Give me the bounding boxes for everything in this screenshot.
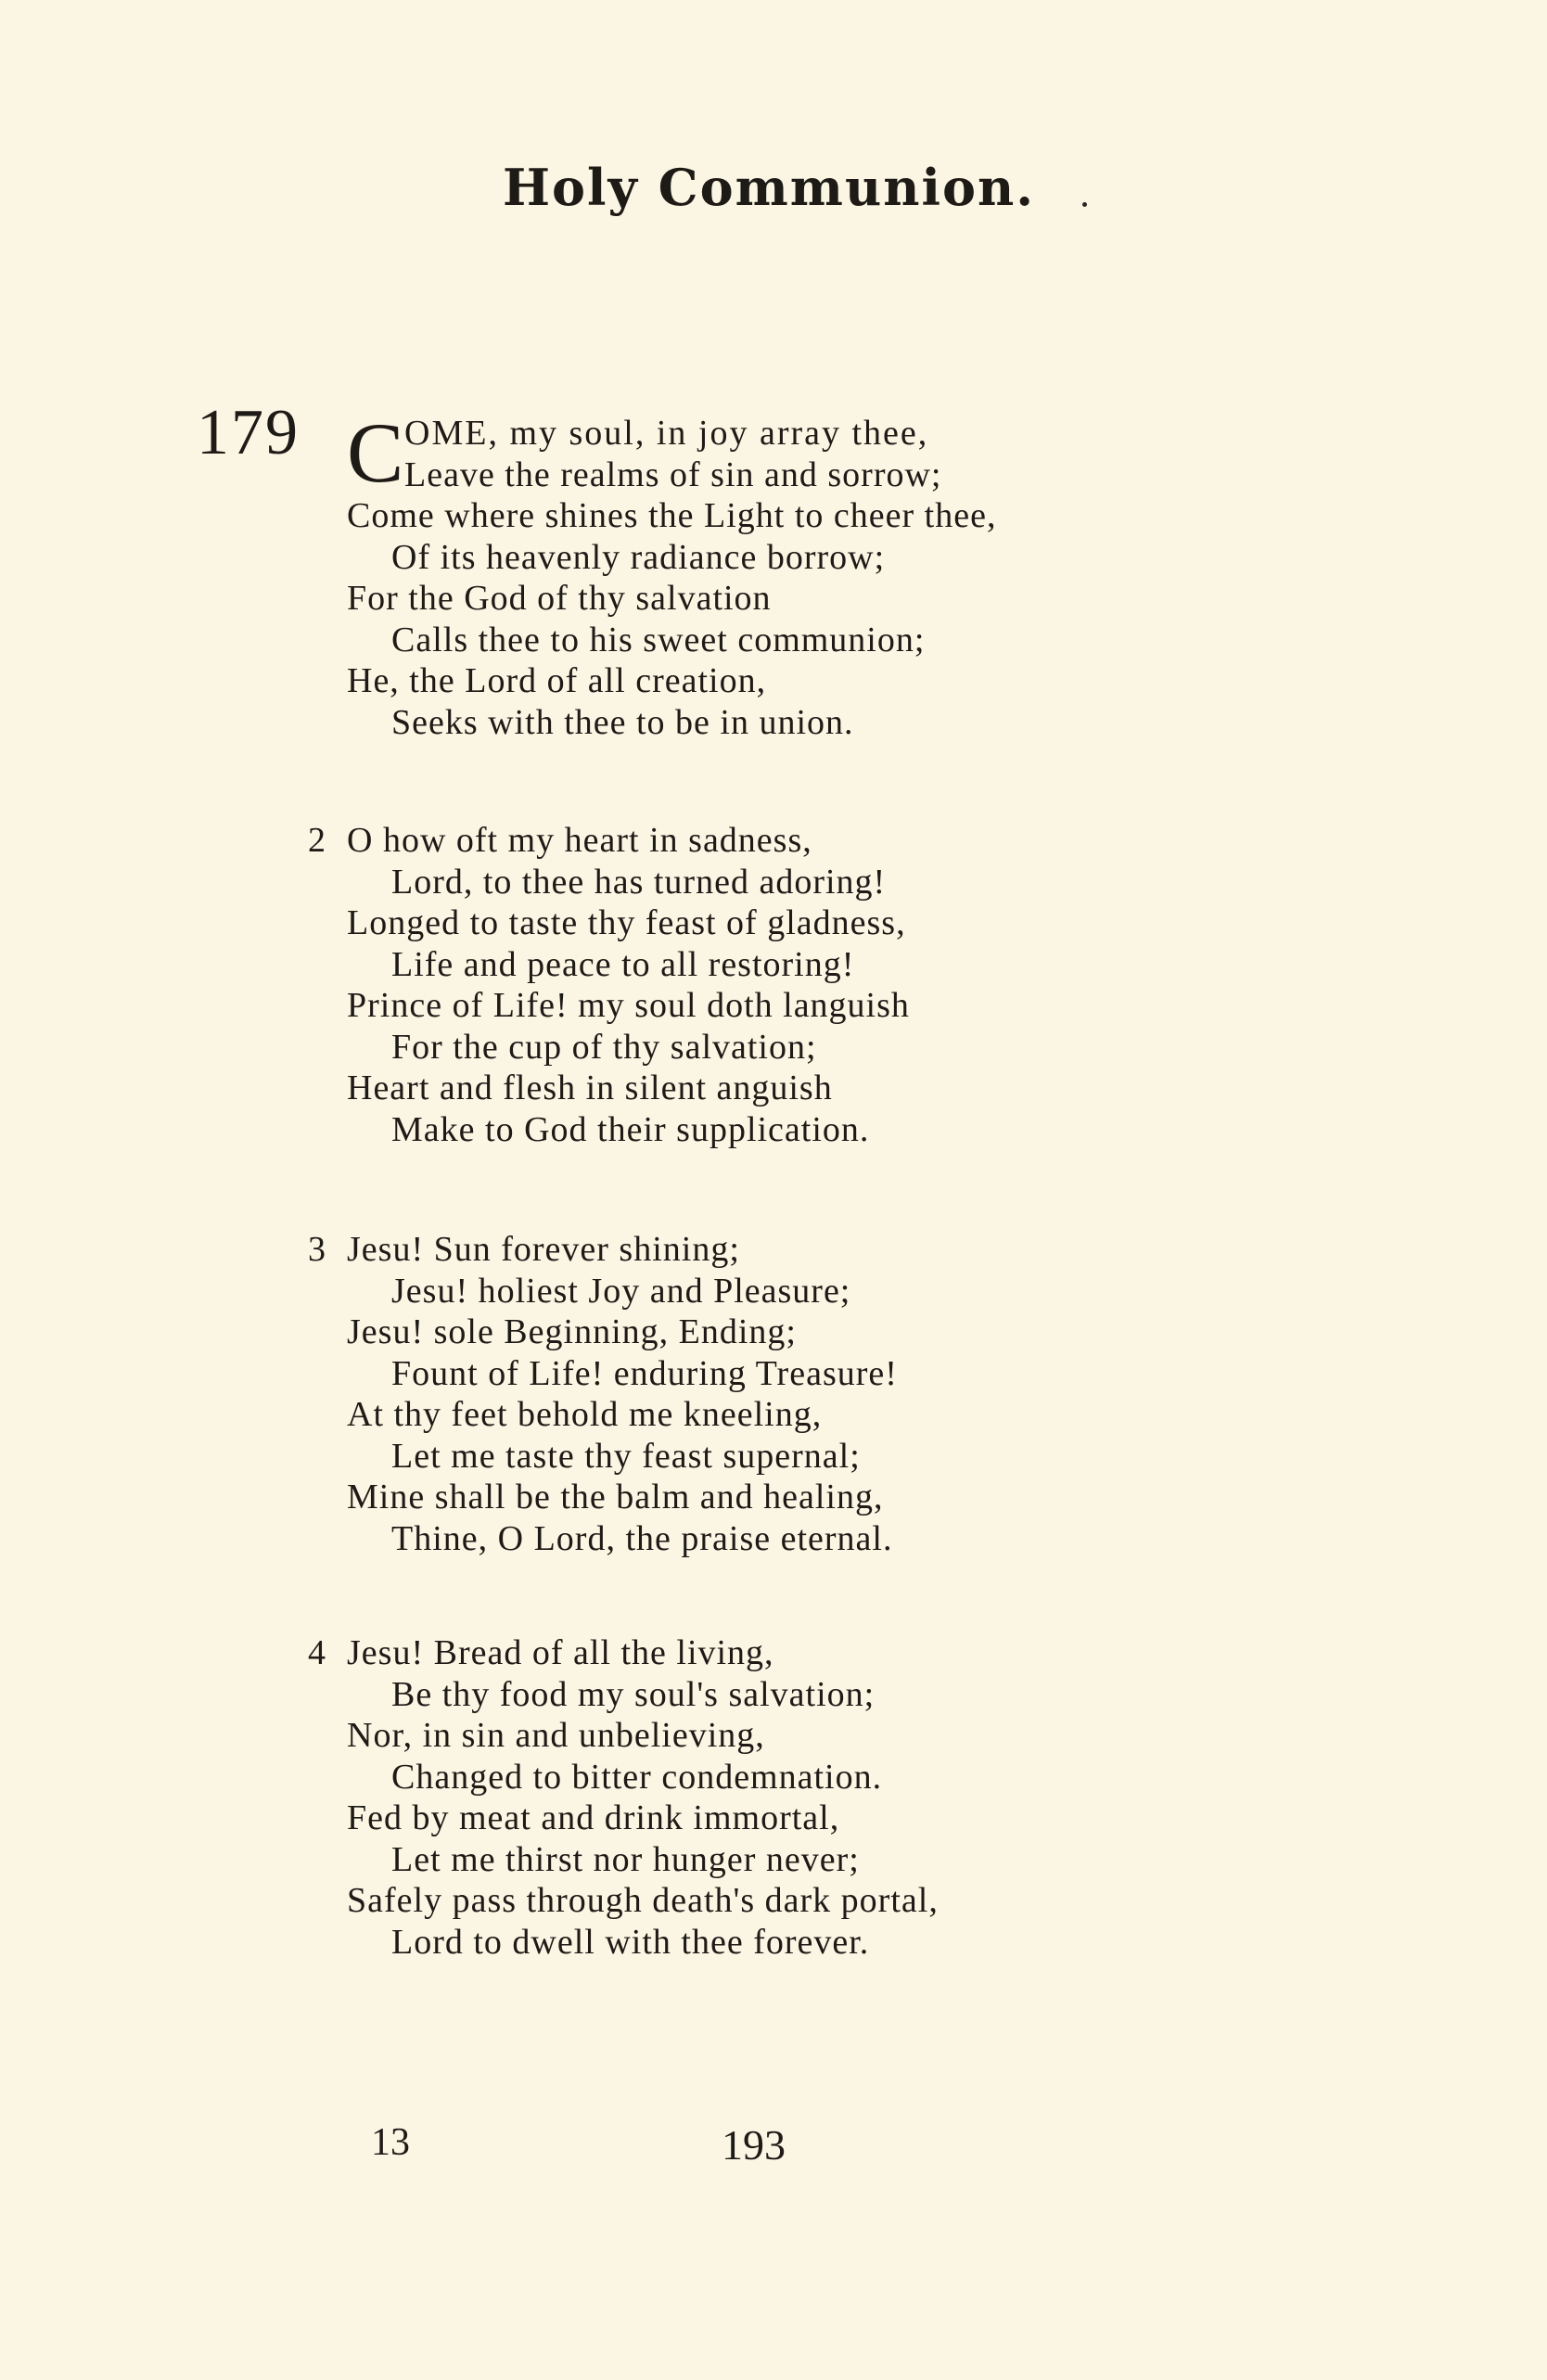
hymn-line: Nor, in sin and unbelieving, — [347, 1716, 765, 1755]
hymn-line: Thine, O Lord, the praise eternal. — [391, 1518, 893, 1558]
hymn-line: Make to God their supplication. — [391, 1109, 870, 1149]
hymn-line: Mine shall be the balm and healing, — [347, 1478, 884, 1516]
hymn-line: Safely pass through death's dark portal, — [347, 1881, 939, 1920]
stanza-2 — [308, 820, 910, 1150]
hymn-line: Come where shines the Light to cheer thee, — [347, 496, 997, 535]
drop-cap: C — [347, 405, 405, 500]
hymn-line: Lord to dwell with thee forever. — [391, 1922, 870, 1962]
hymn-line: For the cup of thy salvation; — [391, 1027, 817, 1067]
hymn-line: Seeks with thee to be in union. — [391, 702, 854, 742]
hymn-line: Of its heavenly radiance borrow; — [391, 537, 886, 577]
stanza-number: 3 — [308, 1230, 326, 1269]
hymn-line: Jesu! Sun forever shining; — [347, 1230, 740, 1269]
hymn-line: Fed by meat and drink immortal, — [347, 1798, 840, 1837]
hymn-line: Calls thee to his sweet communion; — [391, 620, 926, 659]
header-dot-mark — [1082, 202, 1087, 207]
page-header — [0, 158, 1547, 217]
stanza-3 — [308, 1229, 898, 1559]
hymn-line: At thy feet behold me kneeling, — [347, 1395, 823, 1434]
signature-mark: 13 — [371, 2121, 410, 2164]
section-title: Holy Communion. — [502, 158, 1036, 217]
hymn-line: Prince of Life! my soul doth languish — [347, 986, 910, 1025]
hymn-line: Leave the realms of sin and sorrow; — [404, 454, 942, 494]
hymn-line: Fount of Life! enduring Treasure! — [391, 1353, 898, 1393]
hymn-line: Life and peace to all restoring! — [391, 944, 855, 984]
hymn-line: Longed to taste thy feast of gladness, — [347, 903, 906, 942]
page-number: 193 — [722, 2121, 786, 2169]
hymn-line: Jesu! Bread of all the living, — [347, 1633, 774, 1672]
hymn-line: Jesu! sole Beginning, Ending; — [347, 1312, 797, 1351]
hymn-number: 179 — [197, 397, 300, 468]
hymn-line: O how oft my heart in sadness, — [347, 821, 812, 860]
stanza-number: 2 — [308, 821, 326, 860]
hymn-line: Be thy food my soul's salvation; — [391, 1674, 876, 1714]
stanza-1 — [347, 405, 997, 743]
hymn-line: Changed to bitter condemnation. — [391, 1757, 883, 1797]
hymn-line: He, the Lord of all creation, — [347, 661, 767, 700]
first-line-text: OME, my soul, in joy array thee, — [404, 414, 929, 453]
hymn-line: Heart and flesh in silent anguish — [347, 1068, 833, 1107]
hymn-line: Jesu! holiest Joy and Pleasure; — [391, 1271, 851, 1311]
stanza-4 — [308, 1632, 939, 1963]
hymn-line: For the God of thy salvation — [347, 579, 772, 618]
hymn-line: Lord, to thee has turned adoring! — [391, 862, 887, 902]
hymn-line: Let me taste thy feast supernal; — [391, 1436, 861, 1476]
stanza-number: 4 — [308, 1633, 326, 1672]
hymn-line: Let me thirst nor hunger never; — [391, 1839, 860, 1879]
